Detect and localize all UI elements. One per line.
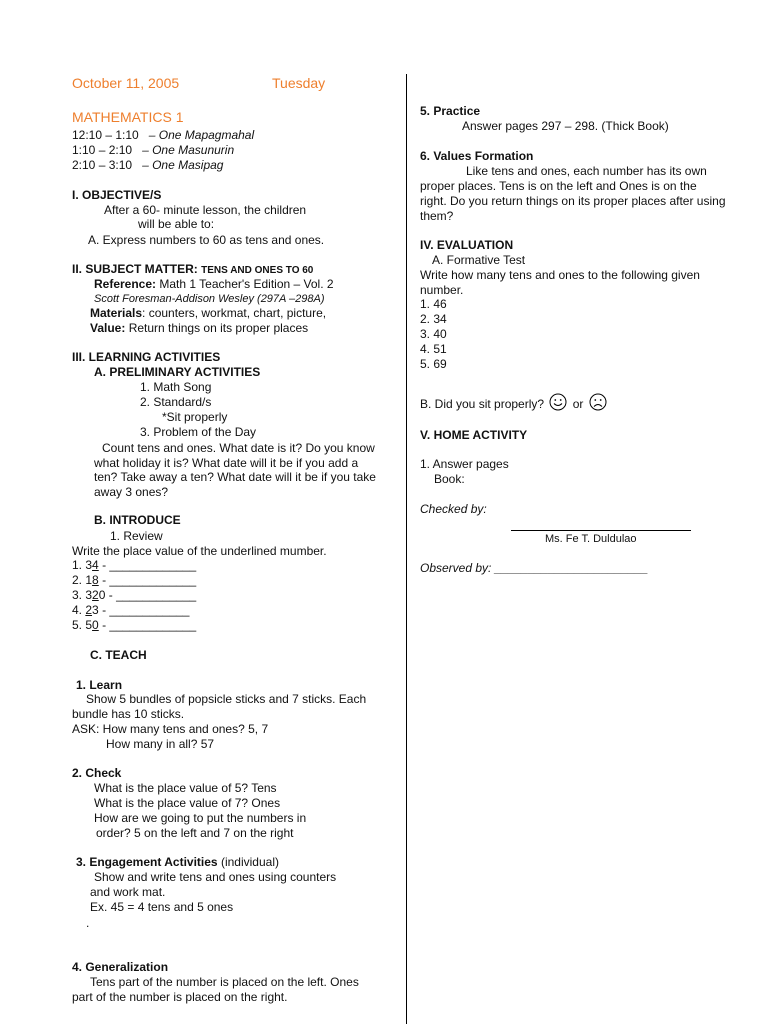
- reference-label: Reference:: [94, 277, 157, 291]
- generalization-line: part of the number is placed on the right.: [72, 990, 288, 1004]
- schedule-time: 2:10 – 3:10: [72, 158, 133, 172]
- values-line: proper places. Tens is on the left and Ones is on the: [420, 179, 697, 193]
- answer-blank: - ____________: [105, 588, 197, 602]
- evaluation-instruction: number.: [420, 283, 464, 297]
- learn-line: How many in all? 57: [106, 737, 215, 751]
- objective-line: After a 60- minute lesson, the children: [104, 203, 307, 217]
- underlined-digit: 8: [92, 573, 99, 587]
- home-activity-line: Book:: [434, 472, 465, 486]
- problem-line: ten? Take away a ten? What date will it be if you take: [94, 470, 376, 484]
- value-label: Value:: [90, 321, 126, 335]
- evaluation-item: 2. 34: [420, 312, 447, 326]
- checked-by-label: Checked by:: [420, 502, 487, 516]
- subject-matter-heading: II. SUBJECT MATTER:: [72, 262, 198, 276]
- engagement-line: Show and write tens and ones using counters: [94, 870, 337, 884]
- objective-item: A. Express numbers to 60 as tens and ones.: [88, 233, 325, 247]
- values-line: them?: [420, 209, 454, 223]
- materials-row: [90, 306, 326, 321]
- evaluation-item: 5. 69: [420, 357, 447, 371]
- answer-blank: - _____________: [98, 558, 197, 572]
- materials-text: : counters, workmat, chart, picture,: [142, 306, 327, 320]
- schedule-section: – One Masunurin: [142, 143, 235, 157]
- answer-blank: - ____________: [98, 603, 190, 617]
- value-row: [90, 321, 308, 336]
- subject-matter-row: [72, 262, 313, 278]
- underlined-digit: 2: [92, 588, 99, 602]
- problem-line: away 3 ones?: [94, 485, 169, 499]
- lesson-day: Tuesday: [272, 75, 326, 91]
- generalization-line: Tens part of the number is placed on the left. Ones: [90, 975, 359, 989]
- subject-matter-topic: TENS AND ONES TO 60: [201, 265, 314, 276]
- evaluation-item: 4. 51: [420, 342, 447, 356]
- evaluation-sub: A. Formative Test: [432, 253, 526, 267]
- preliminary-heading: A. PRELIMINARY ACTIVITIES: [94, 365, 261, 379]
- check-line: What is the place value of 5? Tens: [94, 781, 277, 795]
- schedule-section: – One Mapagmahal: [148, 128, 255, 142]
- engagement-heading: 3. Engagement Activities: [76, 855, 218, 869]
- sit-properly-question: [420, 393, 609, 412]
- frowning-face-icon: [589, 393, 607, 411]
- learn-line: bundle has 10 sticks.: [72, 707, 185, 721]
- check-line: How are we going to put the numbers in: [94, 811, 307, 825]
- values-line: Like tens and ones, each number has its own: [466, 164, 707, 178]
- reference-row: [94, 277, 334, 292]
- prelim-item: *Sit properly: [162, 410, 228, 424]
- reference-text: Math 1 Teacher's Edition – Vol. 2: [159, 277, 334, 291]
- schedule-time: 1:10 – 2:10: [72, 143, 133, 157]
- question-text: B. Did you sit properly?: [420, 397, 545, 411]
- values-line: right. Do you return things on its proper places after using: [420, 194, 726, 208]
- review-label: 1. Review: [110, 529, 163, 543]
- objective-heading: I. OBJECTIVE/S: [72, 188, 162, 202]
- schedule-row: [72, 158, 223, 173]
- problem-line: Count tens and ones. What date is it? Do you know: [102, 441, 375, 455]
- engagement-note: (individual): [220, 855, 279, 869]
- underlined-digit: 2: [85, 603, 93, 617]
- answer-blank: - _____________: [98, 573, 197, 587]
- review-item: 3. 320 - ____________: [72, 588, 197, 602]
- prelim-item: 2. Standard/s: [140, 395, 212, 409]
- or-text: or: [572, 397, 584, 411]
- learn-line: Show 5 bundles of popsicle sticks and 7 sticks. Each: [86, 692, 367, 706]
- engagement-line: and work mat.: [90, 885, 166, 899]
- generalization-heading: 4. Generalization: [72, 960, 169, 974]
- evaluation-item: 3. 40: [420, 327, 447, 341]
- underlined-digit: 0: [92, 618, 99, 632]
- engagement-line: .: [86, 916, 90, 930]
- review-item: 2. 18 - _____________: [72, 573, 197, 587]
- evaluation-item: 1. 46: [420, 297, 447, 311]
- schedule-time: 12:10 – 1:10: [72, 128, 139, 142]
- review-item: 4. 23 - ____________: [72, 603, 190, 617]
- learning-heading: III. LEARNING ACTIVITIES: [72, 350, 221, 364]
- signature-line: [511, 530, 691, 531]
- signatory-name: Ms. Fe T. Duldulao: [545, 533, 637, 545]
- lesson-date: October 11, 2005: [72, 75, 180, 91]
- prelim-item: 3. Problem of the Day: [140, 425, 257, 439]
- check-line: order? 5 on the left and 7 on the right: [96, 826, 294, 840]
- check-line: What is the place value of 7? Ones: [94, 796, 281, 810]
- answer-blank: - _____________: [98, 618, 197, 632]
- prelim-item: 1. Math Song: [140, 380, 212, 394]
- evaluation-instruction: Write how many tens and ones to the following given: [420, 268, 700, 282]
- smiley-face-icon: [549, 393, 567, 411]
- evaluation-heading: IV. EVALUATION: [420, 238, 514, 252]
- review-instruction: Write the place value of the underlined mumber.: [72, 544, 327, 558]
- schedule-row: [72, 128, 254, 143]
- home-activity-line: 1. Answer pages: [420, 457, 509, 471]
- practice-heading: 5. Practice: [420, 104, 481, 118]
- teach-heading: C. TEACH: [90, 648, 147, 662]
- subject-title: MATHEMATICS 1: [72, 109, 184, 125]
- value-text: Return things on its proper places: [128, 321, 309, 335]
- review-item: 5. 50 - _____________: [72, 618, 197, 632]
- engagement-line: Ex. 45 = 4 tens and 5 ones: [90, 900, 234, 914]
- values-heading: 6. Values Formation: [420, 149, 534, 163]
- problem-line: what holiday it is? What date will it be if you add a: [94, 456, 359, 470]
- engagement-row: [76, 855, 279, 870]
- introduce-heading: B. INTRODUCE: [94, 513, 181, 527]
- learn-line: ASK: How many tens and ones? 5, 7: [72, 722, 269, 736]
- observed-by-label: Observed by: _______________________: [420, 561, 649, 575]
- home-activity-heading: V. HOME ACTIVITY: [420, 428, 528, 442]
- schedule-row: [72, 143, 234, 158]
- check-heading: 2. Check: [72, 766, 122, 780]
- underlined-digit: 4: [92, 558, 99, 572]
- learn-heading: 1. Learn: [76, 678, 123, 692]
- objective-line: will be able to:: [138, 217, 215, 231]
- publisher: Scott Foresman-Addison Wesley (297A –298A): [94, 293, 325, 305]
- schedule-section: – One Masipag: [142, 158, 224, 172]
- practice-text: Answer pages 297 – 298. (Thick Book): [462, 119, 669, 133]
- materials-label: Materials: [90, 306, 143, 320]
- review-item: 1. 34 - _____________: [72, 558, 197, 572]
- column-divider: [406, 74, 407, 1024]
